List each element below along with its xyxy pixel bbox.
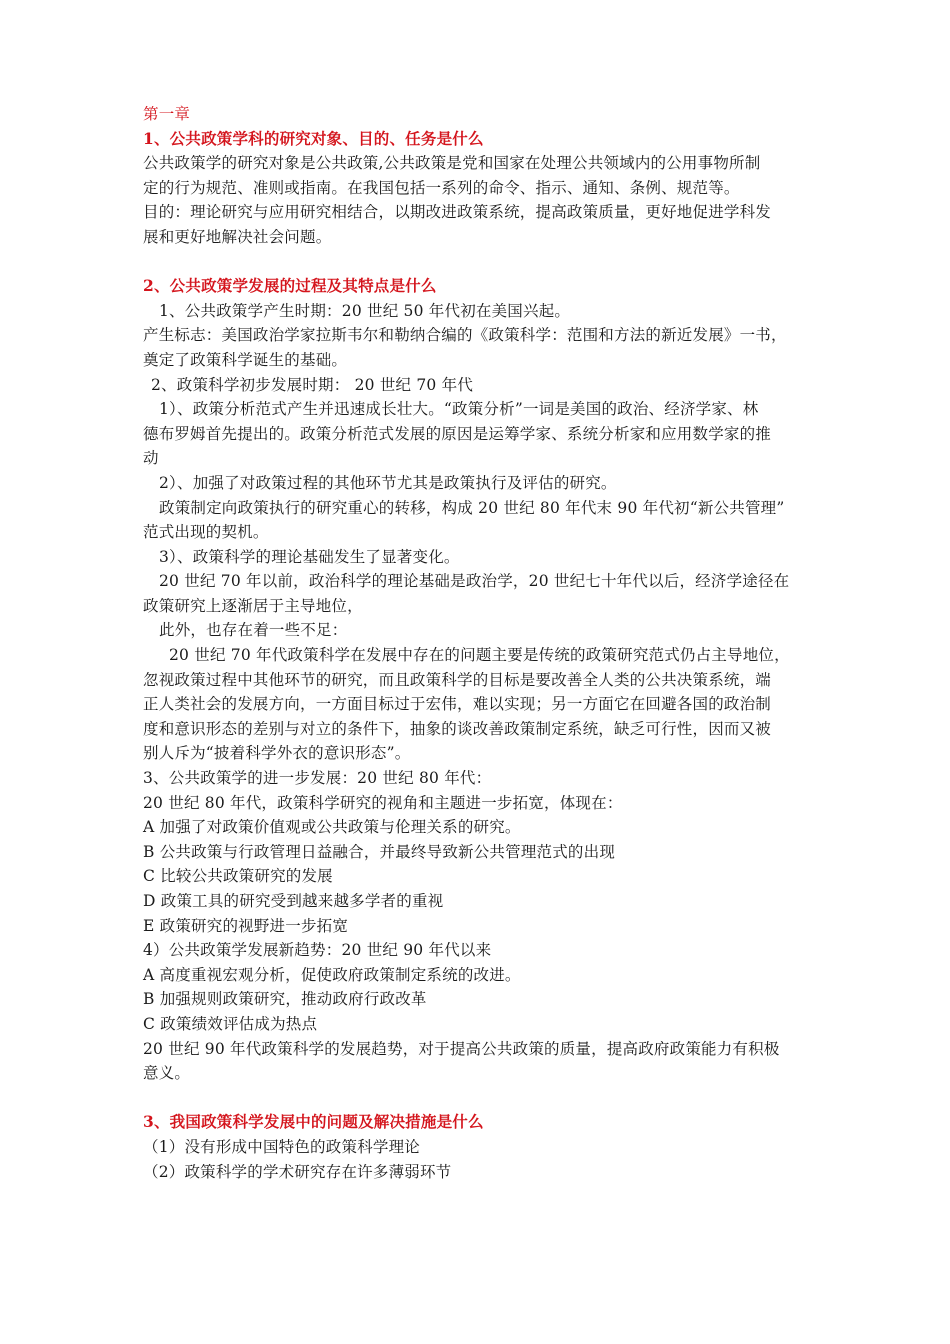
paragraph-line: 范式出现的契机。 [143, 523, 269, 542]
list-item: B 加强规则政策研究，推动政府行政改革 [143, 990, 427, 1009]
chapter-title: 第一章 [143, 105, 191, 123]
list-item: C 比较公共政策研究的发展 [143, 867, 333, 886]
question-3-heading: 3、我国政策科学发展中的问题及解决措施是什么 [143, 1112, 484, 1132]
paragraph-line: 意义。 [143, 1064, 191, 1083]
list-item: C 政策绩效评估成为热点 [143, 1014, 318, 1033]
list-item: （2）政策科学的学术研究存在许多薄弱环节 [143, 1162, 452, 1181]
paragraph-line: 3、公共政策学的进一步发展：20 世纪 80 年代： [143, 769, 492, 788]
list-item: A 加强了对政策价值观或公共政策与伦理关系的研究。 [143, 818, 521, 837]
spacer [143, 1086, 812, 1111]
paragraph-line: 2、政策科学初步发展时期： 20 世纪 70 年代 [151, 375, 474, 394]
paragraph-line: 3）、政策科学的理论基础发生了显著变化。 [159, 547, 460, 566]
paragraph-line: 定的行为规范、准则或指南。在我国包括一系列的命令、指示、通知、条例、规范等。 [143, 178, 740, 197]
paragraph-line: 1）、政策分析范式产生并迅速成长壮大。“政策分析”一词是美国的政治、经济学家、林 [159, 400, 759, 419]
paragraph-line: 20 世纪 80 年代，政策科学研究的视角和主题进一步拓宽，体现在： [143, 793, 623, 812]
paragraph-line: 此外，也存在着一些不足： [159, 621, 348, 640]
list-item: A 高度重视宏观分析，促使政府政策制定系统的改进。 [143, 965, 521, 984]
paragraph-line: 展和更好地解决社会问题。 [143, 227, 332, 246]
paragraph-line: 2）、加强了对政策过程的其他环节尤其是政策执行及评估的研究。 [159, 473, 617, 492]
paragraph-line: 20 世纪 70 年代政策科学在发展中存在的问题主要是传统的政策研究范式仍占主导地位， [169, 646, 790, 665]
paragraph-line: 别人斥为“披着科学外衣的意识形态”。 [143, 744, 411, 763]
list-item: B 公共政策与行政管理日益融合，并最终导致新公共管理范式的出现 [143, 842, 616, 861]
paragraph-line: 20 世纪 90 年代政策科学的发展趋势，对于提高公共政策的质量，提高政府政策能力有积极 [143, 1039, 780, 1058]
spacer [143, 250, 812, 275]
paragraph-line: 4）公共政策学发展新趋势：20 世纪 90 年代以来 [143, 941, 492, 960]
paragraph-line: 1、公共政策学产生时期：20 世纪 50 年代初在美国兴起。 [159, 301, 571, 320]
list-item: E 政策研究的视野进一步拓宽 [143, 916, 349, 935]
paragraph-line: 政策研究上逐渐居于主导地位， [143, 596, 363, 615]
paragraph-line: 德布罗姆首先提出的。政策分析范式发展的原因是运筹学家、系统分析家和应用数学家的推 [143, 424, 772, 443]
question-2-heading: 2、公共政策学发展的过程及其特点是什么 [143, 276, 437, 296]
question-1-heading: 1、公共政策学科的研究对象、目的、任务是什么 [143, 128, 484, 148]
paragraph-line: 产生标志：美国政治学家拉斯韦尔和勒纳合编的《政策科学：范围和方法的新近发展》一书， [143, 326, 787, 345]
paragraph-line: 奠定了政策科学诞生的基础。 [143, 350, 348, 369]
paragraph-line: 动 [143, 449, 159, 468]
paragraph-line: 正人类社会的发展方向，一方面目标过于宏伟，难以实现；另一方面它在回避各国的政治制 [143, 695, 772, 714]
paragraph-line: 度和意识形态的差别与对立的条件下，抽象的谈改善政策制定系统，缺乏可行性，因而又被 [143, 719, 772, 738]
paragraph-line: 政策制定向政策执行的研究重心的转移，构成 20 世纪 80 年代末 90 年代初“新公共管理” [159, 498, 785, 517]
paragraph-line: 公共政策学的研究对象是公共政策,公共政策是党和国家在处理公共领域内的公用事物所制 [143, 154, 761, 173]
paragraph-line: 目的：理论研究与应用研究相结合，以期改进政策系统，提高政策质量，更好地促进学科发 [143, 203, 772, 222]
list-item: （1）没有形成中国特色的政策科学理论 [143, 1137, 420, 1156]
paragraph-line: 忽视政策过程中其他环节的研究，而且政策科学的目标是要改善全人类的公共决策系统，端 [143, 670, 772, 689]
paragraph-line: 20 世纪 70 年以前，政治科学的理论基础是政治学，20 世纪七十年代以后，经济学途径在 [159, 572, 790, 591]
list-item: D 政策工具的研究受到越来越多学者的重视 [143, 892, 444, 910]
